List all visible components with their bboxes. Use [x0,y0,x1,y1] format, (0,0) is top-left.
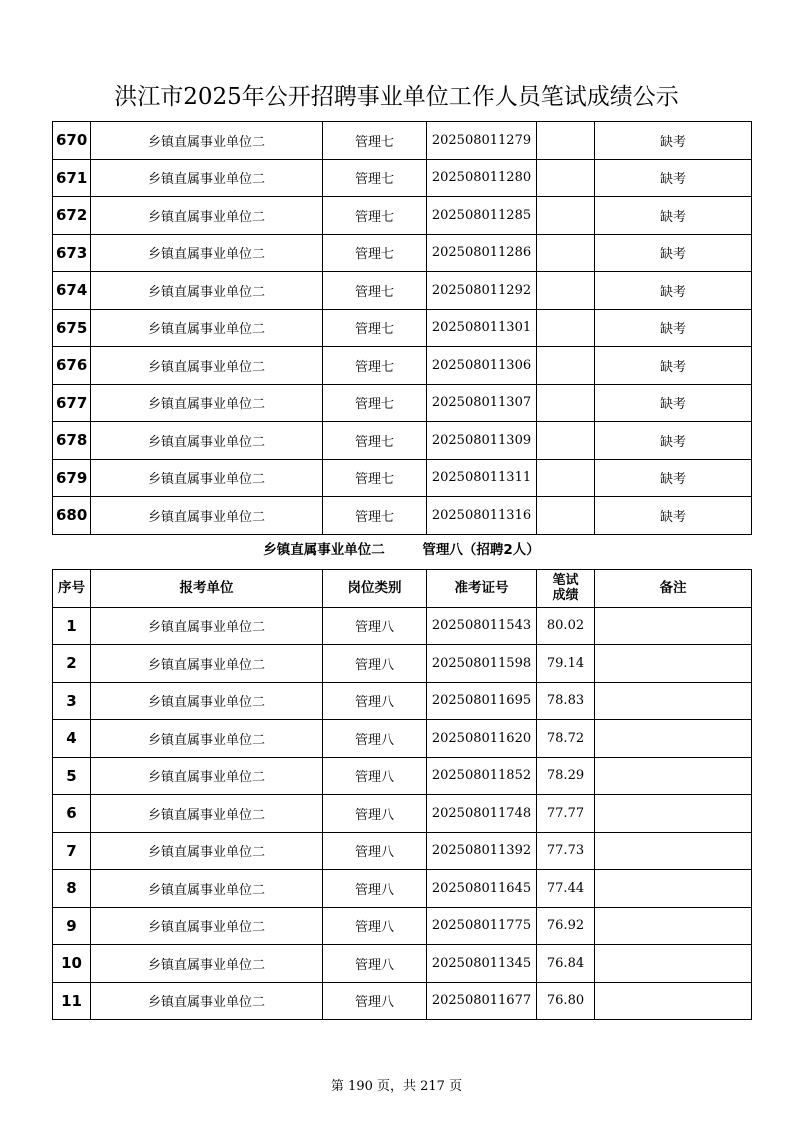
cell-remark [595,832,752,870]
header-score-line2: 成绩 [552,588,579,604]
cell-type: 管理七 [323,122,427,160]
cell-unit: 乡镇直属事业单位二 [91,197,323,235]
cell-id: 202508011301 [427,309,537,347]
cell-score: 78.29 [537,757,595,795]
cell-id: 202508011309 [427,422,537,460]
cell-remark: 缺考 [595,459,752,497]
table-row [53,945,752,983]
cell-unit: 乡镇直属事业单位二 [91,795,323,833]
cell-remark [595,607,752,645]
cell-id: 202508011306 [427,347,537,385]
cell-id: 202508011345 [427,945,537,983]
cell-unit: 乡镇直属事业单位二 [91,122,323,160]
results-table-continued [52,121,752,535]
cell-no: 9 [53,907,91,945]
cell-unit: 乡镇直属事业单位二 [91,497,323,535]
cell-remark: 缺考 [595,234,752,272]
cell-score [537,347,595,385]
cell-score [537,159,595,197]
cell-no: 677 [53,384,91,422]
cell-remark [595,945,752,983]
table-row [53,384,752,422]
cell-id: 202508011392 [427,832,537,870]
page-title: 洪江市2025年公开招聘事业单位工作人员笔试成绩公示 [114,84,679,110]
cell-score [537,422,595,460]
cell-type: 管理七 [323,272,427,310]
cell-no: 672 [53,197,91,235]
cell-id: 202508011598 [427,645,537,683]
cell-unit: 乡镇直属事业单位二 [91,272,323,310]
cell-id: 202508011285 [427,197,537,235]
table-row [53,682,752,720]
page-footer: 第 190 页，共 217 页 [330,1079,463,1094]
table-row [53,197,752,235]
cell-no: 4 [53,720,91,758]
header-remark: 备注 [595,570,752,608]
cell-unit: 乡镇直属事业单位二 [91,945,323,983]
table-row [53,272,752,310]
cell-unit: 乡镇直属事业单位二 [91,757,323,795]
table-row [53,122,752,160]
cell-unit: 乡镇直属事业单位二 [91,347,323,385]
cell-no: 11 [53,982,91,1020]
cell-no: 5 [53,757,91,795]
cell-type: 管理八 [323,720,427,758]
cell-score: 77.77 [537,795,595,833]
cell-id: 202508011775 [427,907,537,945]
cell-no: 1 [53,607,91,645]
table-row [53,832,752,870]
cell-score [537,197,595,235]
section-position: 管理八（招聘2人） [422,542,540,558]
cell-score: 78.83 [537,682,595,720]
cell-unit: 乡镇直属事业单位二 [91,720,323,758]
cell-remark: 缺考 [595,347,752,385]
table-row [53,720,752,758]
table-row [53,497,752,535]
cell-no: 671 [53,159,91,197]
cell-remark [595,720,752,758]
header-no: 序号 [53,570,91,608]
cell-remark [595,682,752,720]
table-row [53,459,752,497]
cell-unit: 乡镇直属事业单位二 [91,982,323,1020]
cell-id: 202508011645 [427,870,537,908]
cell-no: 680 [53,497,91,535]
cell-remark: 缺考 [595,159,752,197]
cell-type: 管理七 [323,384,427,422]
cell-remark: 缺考 [595,422,752,460]
cell-remark: 缺考 [595,272,752,310]
cell-id: 202508011307 [427,384,537,422]
cell-type: 管理七 [323,234,427,272]
cell-type: 管理八 [323,982,427,1020]
cell-remark: 缺考 [595,122,752,160]
cell-no: 3 [53,682,91,720]
cell-id: 202508011280 [427,159,537,197]
cell-unit: 乡镇直属事业单位二 [91,234,323,272]
cell-unit: 乡镇直属事业单位二 [91,907,323,945]
cell-unit: 乡镇直属事业单位二 [91,459,323,497]
cell-remark: 缺考 [595,497,752,535]
section-unit: 乡镇直属事业单位二 [263,542,385,558]
cell-type: 管理七 [323,309,427,347]
cell-remark: 缺考 [595,309,752,347]
cell-no: 6 [53,795,91,833]
cell-type: 管理七 [323,197,427,235]
cell-no: 2 [53,645,91,683]
cell-unit: 乡镇直属事业单位二 [91,682,323,720]
cell-remark [595,795,752,833]
cell-id: 202508011311 [427,459,537,497]
cell-no: 674 [53,272,91,310]
cell-score [537,309,595,347]
cell-type: 管理八 [323,795,427,833]
table-row [53,159,752,197]
cell-score: 76.84 [537,945,595,983]
cell-unit: 乡镇直属事业单位二 [91,607,323,645]
cell-unit: 乡镇直属事业单位二 [91,309,323,347]
cell-type: 管理七 [323,459,427,497]
table-row [53,347,752,385]
cell-unit: 乡镇直属事业单位二 [91,645,323,683]
cell-score: 76.92 [537,907,595,945]
header-score [537,570,595,608]
cell-score: 78.72 [537,720,595,758]
cell-id: 202508011292 [427,272,537,310]
cell-id: 202508011852 [427,757,537,795]
cell-type: 管理八 [323,870,427,908]
table-row [53,982,752,1020]
cell-type: 管理七 [323,159,427,197]
cell-unit: 乡镇直属事业单位二 [91,384,323,422]
cell-type: 管理八 [323,907,427,945]
cell-unit: 乡镇直属事业单位二 [91,159,323,197]
cell-type: 管理七 [323,347,427,385]
cell-no: 8 [53,870,91,908]
cell-no: 679 [53,459,91,497]
cell-score [537,122,595,160]
cell-no: 670 [53,122,91,160]
cell-id: 202508011677 [427,982,537,1020]
cell-type: 管理七 [323,497,427,535]
cell-id: 202508011543 [427,607,537,645]
cell-score [537,497,595,535]
cell-id: 202508011695 [427,682,537,720]
cell-remark: 缺考 [595,384,752,422]
cell-type: 管理八 [323,645,427,683]
results-table-management-8 [52,569,752,1020]
cell-type: 管理八 [323,682,427,720]
cell-id: 202508011620 [427,720,537,758]
header-id: 准考证号 [427,570,537,608]
cell-unit: 乡镇直属事业单位二 [91,422,323,460]
table-row [53,645,752,683]
cell-no: 10 [53,945,91,983]
table-row [53,234,752,272]
cell-no: 678 [53,422,91,460]
cell-remark [595,982,752,1020]
cell-no: 675 [53,309,91,347]
table-row [53,607,752,645]
cell-no: 676 [53,347,91,385]
cell-remark [595,757,752,795]
table-row [53,870,752,908]
cell-score [537,272,595,310]
cell-score: 80.02 [537,607,595,645]
cell-type: 管理八 [323,945,427,983]
cell-remark [595,907,752,945]
header-score-line1: 笔试 [552,573,579,589]
cell-type: 管理七 [323,422,427,460]
section-caption [52,539,751,561]
cell-no: 7 [53,832,91,870]
cell-score: 76.80 [537,982,595,1020]
cell-score [537,459,595,497]
table-row [53,309,752,347]
cell-unit: 乡镇直属事业单位二 [91,870,323,908]
cell-id: 202508011316 [427,497,537,535]
cell-score: 79.14 [537,645,595,683]
cell-unit: 乡镇直属事业单位二 [91,832,323,870]
cell-id: 202508011279 [427,122,537,160]
table-header-row [53,570,752,608]
cell-no: 673 [53,234,91,272]
cell-type: 管理八 [323,757,427,795]
table-row [53,422,752,460]
cell-score [537,384,595,422]
cell-score: 77.44 [537,870,595,908]
table-row [53,795,752,833]
header-unit: 报考单位 [91,570,323,608]
table-row [53,907,752,945]
table-row [53,757,752,795]
cell-score [537,234,595,272]
header-type: 岗位类别 [323,570,427,608]
cell-remark: 缺考 [595,197,752,235]
cell-remark [595,645,752,683]
cell-id: 202508011748 [427,795,537,833]
cell-type: 管理八 [323,607,427,645]
cell-remark [595,870,752,908]
cell-score: 77.73 [537,832,595,870]
cell-id: 202508011286 [427,234,537,272]
cell-type: 管理八 [323,832,427,870]
